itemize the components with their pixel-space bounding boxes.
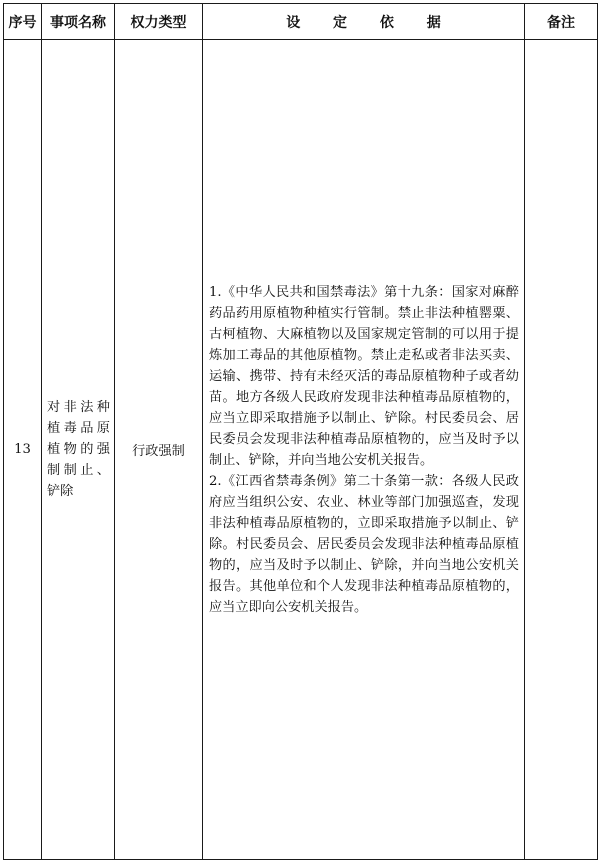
cell-item-name: 对非法种植毒品原植物的强制制止、铲除 <box>42 40 115 860</box>
cell-legal-basis <box>203 40 525 860</box>
header-note: 备注 <box>525 4 598 40</box>
header-no: 序号 <box>4 4 42 40</box>
power-list-table <box>3 3 598 860</box>
document-page <box>3 3 597 859</box>
cell-note <box>525 40 598 860</box>
cell-no: 13 <box>4 40 42 860</box>
header-item-name: 事项名称 <box>42 4 115 40</box>
basis-paragraph-1: 1.《中华人民共和国禁毒法》第十九条：国家对麻醉药品药用原植物种植实行管制。禁止非法种植罂粟、古柯植物、大麻植物以及国家规定管制的可以用于提炼加工毒品的其他原植物。禁止走私或者非法买卖、运输、携带、持有未经灭活的毒品原植物种子或者幼苗。地方各级人民政府发现非法种植毒品原植物的，应当立即采取措施予以制止、铲除。村民委员会、居民委员会发现非法种植毒品原植物的，应当及时予以制止、铲除，并向当地公安机关报告。 <box>209 284 519 468</box>
basis-paragraph-2: 2.《江西省禁毒条例》第二十条第一款：各级人民政府应当组织公安、农业、林业等部门加强巡查，发现非法种植毒品原植物的，立即采取措施予以制止、铲除。村民委员会、居民委员会发现非法种植毒品原植物的，应当及时予以制止、铲除，并向当地公安机关报告。其他单位和个人发现非法种植毒品原植物的，应当立即向公安机关报告。 <box>209 473 519 615</box>
table-header-row <box>4 4 598 40</box>
cell-power-type: 行政强制 <box>115 40 203 860</box>
table-row <box>4 40 598 860</box>
header-power-type: 权力类型 <box>115 4 203 40</box>
header-legal-basis: 设 定 依 据 <box>203 4 525 40</box>
